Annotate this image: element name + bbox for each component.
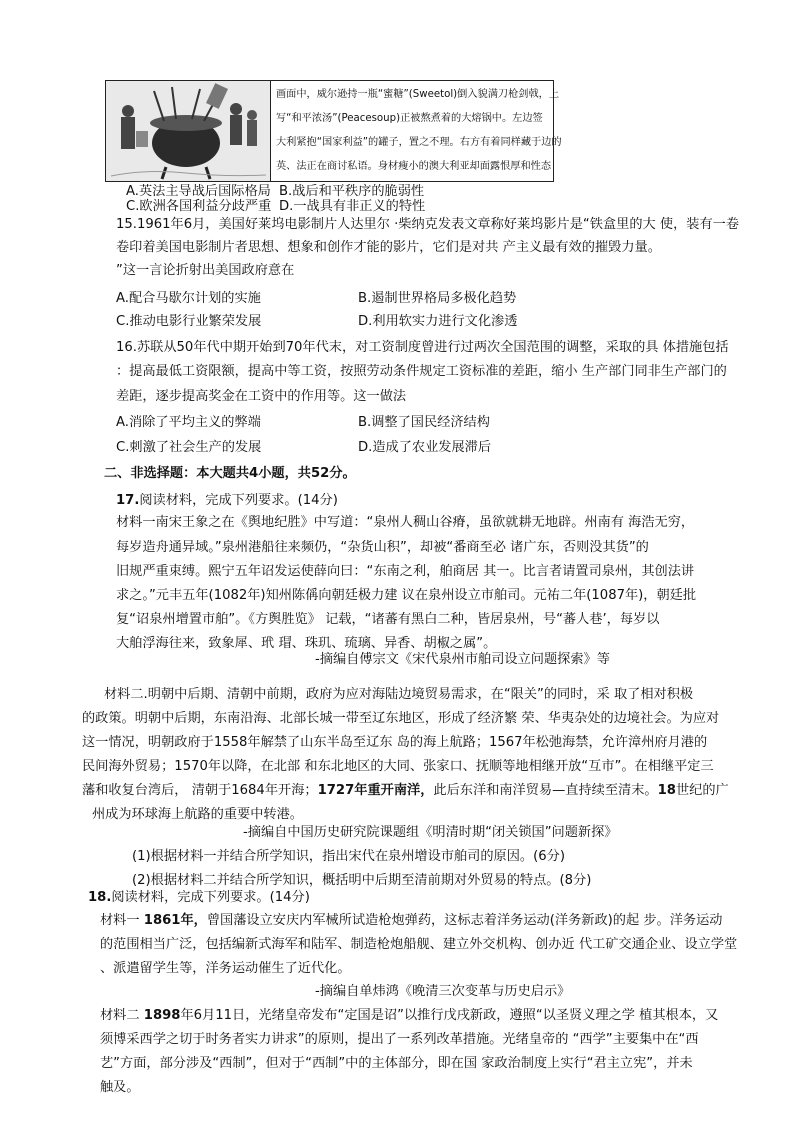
q15-stem-line: 15.1961年6月，美国好莱坞电影制片人达里尔 ·柴纳克发表文章称好莱坞影片是“铁盒里的大 使，装有一卷	[116, 217, 740, 232]
q16-stem-line: 16.苏联从50年代中期开始到70年代末，对工资制度曾进行过两次全国范围的调整，采取的具 体措施包括	[116, 340, 729, 355]
q18-m1-label: 材料一	[100, 913, 140, 928]
q16-option-d: D.造成了农业发展滞后	[358, 440, 492, 455]
q14-option-a: A.英法主导战后国际格局	[126, 184, 271, 199]
q16-option-b: B.调整了国民经济结构	[358, 415, 490, 430]
q17-task-2: (2)根据材料二并结合所学知识，概括明中后期至清前期对外贸易的特点。(8分)	[132, 873, 592, 888]
q15-stem-line: 卷印着美国电影制片者思想、想象和创作才能的影片，它们是对共 产主义最有效的摧毁力量。	[116, 240, 661, 255]
q17-title	[116, 492, 338, 510]
cartoon-caption-line: 英、法正在商讨私语。身材瘦小的澳大利亚却面露恨厚和性态	[276, 161, 552, 172]
q17-material1-source: -摘编自傅宗文《宋代泉州市舶司设立问题探索》等	[315, 652, 610, 667]
q17-material1-line: 大舶浮海往来，致象犀、玳 瑁、珠玑、琉璃、异香、胡椒之属”。	[116, 636, 497, 651]
q18-material2-line: 须博采西学之切于时务者实力讲求”的原则，提出了一系列改革措施。光绪皇帝的 “西学”主要集中在“西	[100, 1032, 699, 1047]
q15-option-d: D.利用软实力进行文化渗透	[358, 314, 518, 329]
peace-soup-cartoon-icon	[106, 81, 270, 181]
q18-material2-line: 艺”方面，部分涉及“西制”，但对于“西制”中的主体部分，即在国 家政治制度上实行“君主立宪”，并未	[100, 1056, 693, 1071]
q16-option-c: C.刺激了社会生产的发展	[116, 440, 262, 455]
q17-title-text: 阅读材料，完成下列要求。(14分)	[139, 493, 338, 508]
q18-m1-text: 曾国藩设立安庆内军械所试造枪炮弹药，这标志着洋务运动(洋务新政)的起 步。洋务运动	[206, 913, 723, 928]
q18-m2-text: 年6月11日，光绪皇帝发布“定国是诏”以推行戊戌新政，遵照“以圣贤义理之学 植其根本，又	[180, 1008, 719, 1023]
q17-m2-fragment: 此后东洋和南洋贸易—直持续至清末。	[433, 783, 658, 798]
q17-material2-line: 的政策。明朝中后期，东南沿海、北部长城一带至辽东地区，形成了经济繁 荣、华夷杂处的边境社会。为应对	[82, 711, 720, 726]
q18-m2-year: 1898	[143, 1008, 181, 1023]
cartoon-illustration	[106, 81, 271, 181]
q17-material1-line: 每岁造舟通异域。”泉州港船往来频仍，“杂货山积”，却被“番商至必 诸广东，否则没其货”的	[116, 540, 649, 555]
q18-material1-source: -摘编自单炜鸿《晚清三次变革与历史启示》	[315, 984, 571, 999]
q18-m2-label: 材料二	[100, 1008, 140, 1023]
q16-stem-line: 差距，逐步提高奖金在工资中的作用等。这一做法	[116, 389, 407, 404]
q18-material1-line	[100, 912, 722, 930]
q17-material1-line: 材料一南宋王象之在《舆地纪胜》中写道：“泉州人稠山谷瘠，虽欲就耕无地辟。州南有 海浩无穷，	[116, 515, 695, 530]
q15-option-c: C.推动电影行业繁荣发展	[116, 314, 262, 329]
q18-title	[88, 889, 310, 907]
q18-material2-line: 触及。	[100, 1080, 140, 1095]
q17-material2-line: 民间海外贸易；1570年以降，在北部 和东北地区的大同、张家口、抚顺等地相继开放“互市”。在相继平定三	[82, 759, 714, 774]
q14-option-d: D.一战具有非正义的特性	[279, 199, 426, 214]
q18-title-text: 阅读材料，完成下列要求。(14分)	[111, 890, 310, 905]
q16-option-a: A.消除了平均主义的弊端	[116, 415, 261, 430]
q15-option-a: A.配合马歇尔计划的实施	[116, 291, 261, 306]
q18-material1-line: 的范围相当广泛，包括编新式海军和陆军、制造枪炮船舰、建立外交机构、创办近 代工矿交通企业、设立学堂	[100, 937, 738, 952]
cartoon-caption-line: 画面中，威尔逊持一瓶“蜜糖”(Sweetol)倒入貌满刀枪剑戟，上	[276, 89, 560, 100]
cartoon-caption-line: 写“和平浓汤”(Peacesoup)正被熬煮着的大熔锅中。左边签	[276, 113, 543, 124]
q17-material2-source: -摘编自中国历史研究院课题组《明清时期“闭关锁国”问题新探》	[243, 825, 618, 840]
q14-option-b: B.战后和平秩序的脆弱性	[279, 184, 425, 199]
q18-m1-year: 1861年，	[143, 913, 207, 928]
q17-material2-line	[82, 782, 729, 800]
section-heading: 二、非选择题：本大题共4小题，共52分。	[104, 466, 356, 481]
q18-material2-line	[100, 1007, 718, 1025]
q17-number: 17.	[116, 493, 140, 508]
q17-material1-line: 复“诏泉州增置市舶”。《方舆胜览》 记载，“诸蕃有黑白二种，皆居泉州，号“蕃人巷’，每岁以	[116, 612, 660, 627]
q16-stem-line: ：提高最低工资限额，提高中等工资，按照劳动条件规定工资标准的差距，缩小 生产部门同非生产部门的	[116, 364, 727, 379]
q18-material1-line: 、派遣留学生等，洋务运动催生了近代化。	[100, 961, 351, 976]
q17-m2-fragment: 世纪的广	[675, 783, 729, 798]
q17-m2-fragment: 藩和收复台湾后， 清朝于1684年开海；	[82, 783, 318, 798]
q17-m2-fragment-bold: 1727年重开南洋，	[317, 783, 434, 798]
q17-material2-line: 材料二.明朝中后期、清朝中前期，政府为应对海陆边境贸易需求，在“限关”的同时，采 取了相对积极	[104, 687, 694, 702]
q17-material1-line: 旧规严重束缚。熙宁五年诏发运使薛向曰：“东南之利，舶商居 其一。比言者请置司泉州，其创法讲	[116, 564, 695, 579]
q14-option-c: C.欧洲各国利益分歧严重	[126, 199, 272, 214]
q17-material1-line: 求之。”元丰五年(1082年)知州陈偁向朝廷极力建 议在泉州设立市舶司。元祐二年(1087年)，朝廷批	[116, 588, 697, 603]
q15-stem-line: ”这一言论折射出美国政府意在	[116, 263, 295, 278]
cartoon-caption-line: 大利紧抱“国家利益”的罐子，置之不理。右方有着同样藏于边的	[276, 137, 562, 148]
q18-number: 18.	[88, 890, 112, 905]
q17-m2-fragment-bold: 18	[657, 783, 676, 798]
q17-task-1: (1)根据材料一并结合所学知识，指出宋代在泉州增设市舶司的原因。(6分)	[132, 849, 565, 864]
q17-material2-line: 州成为环球海上航路的重要中转港。	[92, 807, 303, 822]
cartoon-figure	[105, 80, 562, 182]
q15-option-b: B.遏制世界格局多极化趋势	[358, 291, 517, 306]
q17-material2-line: 这一情况，明朝政府于1558年解禁了山东半岛至辽东 岛的海上航路；1567年松弛海禁，允许漳州府月港的	[82, 735, 708, 750]
